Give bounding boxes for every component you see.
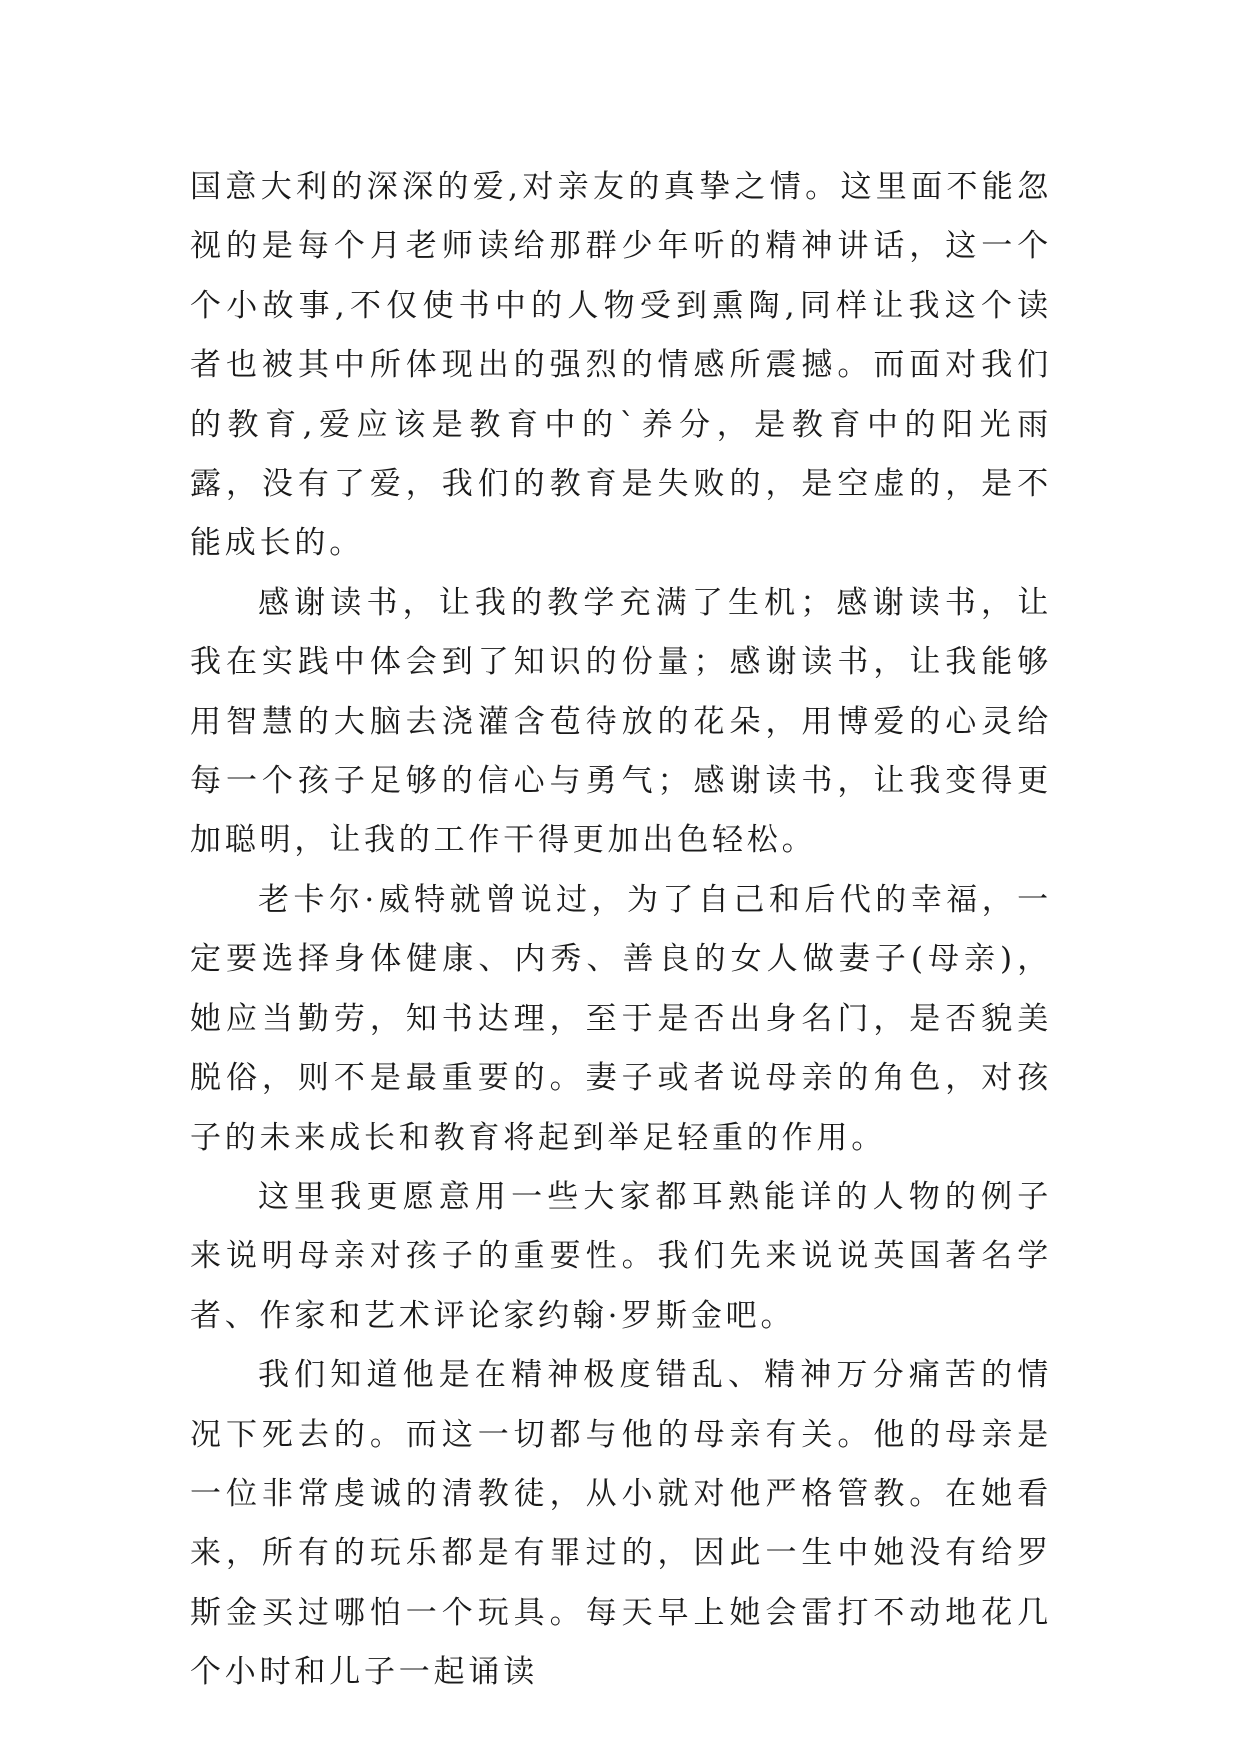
paragraph-5: 我们知道他是在精神极度错乱、精神万分痛苦的情况下死去的。而这一切都与他的母亲有关。他的母亲是一位非常虔诚的清教徒，从小就对他严格管教。在她看来，所有的玩乐都是有罪过的，因此一生中她没有给罗斯金买过哪怕一个玩具。每天早上她会雷打不动地花几个小时和儿子一起诵读: [190, 1357, 1052, 1691]
paragraph-4: 这里我更愿意用一些大家都耳熟能详的人物的例子来说明母亲对孩子的重要性。我们先来说说英国著名学者、作家和艺术评论家约翰·罗斯金吧。: [190, 1178, 1052, 1334]
paragraph-1: 国意大利的深深的爱,对亲友的真挚之情。这里面不能忽视的是每个月老师读给那群少年听的精神讲话，这一个个小故事,不仅使书中的人物受到熏陶,同样让我这个读者也被其中所体现出的强烈的情感所震撼。而面对我们的教育,爱应该是教育中的`养分，是教育中的阳光雨露，没有了爱，我们的教育是失败的，是空虚的，是不能成长的。: [190, 169, 1052, 562]
document-body: [190, 158, 1052, 1703]
paragraph-2: 感谢读书，让我的教学充满了生机；感谢读书，让我在实践中体会到了知识的份量；感谢读书，让我能够用智慧的大脑去浇灌含苞待放的花朵，用博爱的心灵给每一个孩子足够的信心与勇气；感谢读书，让我变得更加聪明，让我的工作干得更加出色轻松。: [190, 584, 1052, 859]
paragraph-3: 老卡尔·威特就曾说过，为了自己和后代的幸福，一定要选择身体健康、内秀、善良的女人做妻子(母亲)，她应当勤劳，知书达理，至于是否出身名门，是否貌美脱俗，则不是最重要的。妻子或者说母亲的角色，对孩子的未来成长和教育将起到举足轻重的作用。: [190, 881, 1052, 1156]
